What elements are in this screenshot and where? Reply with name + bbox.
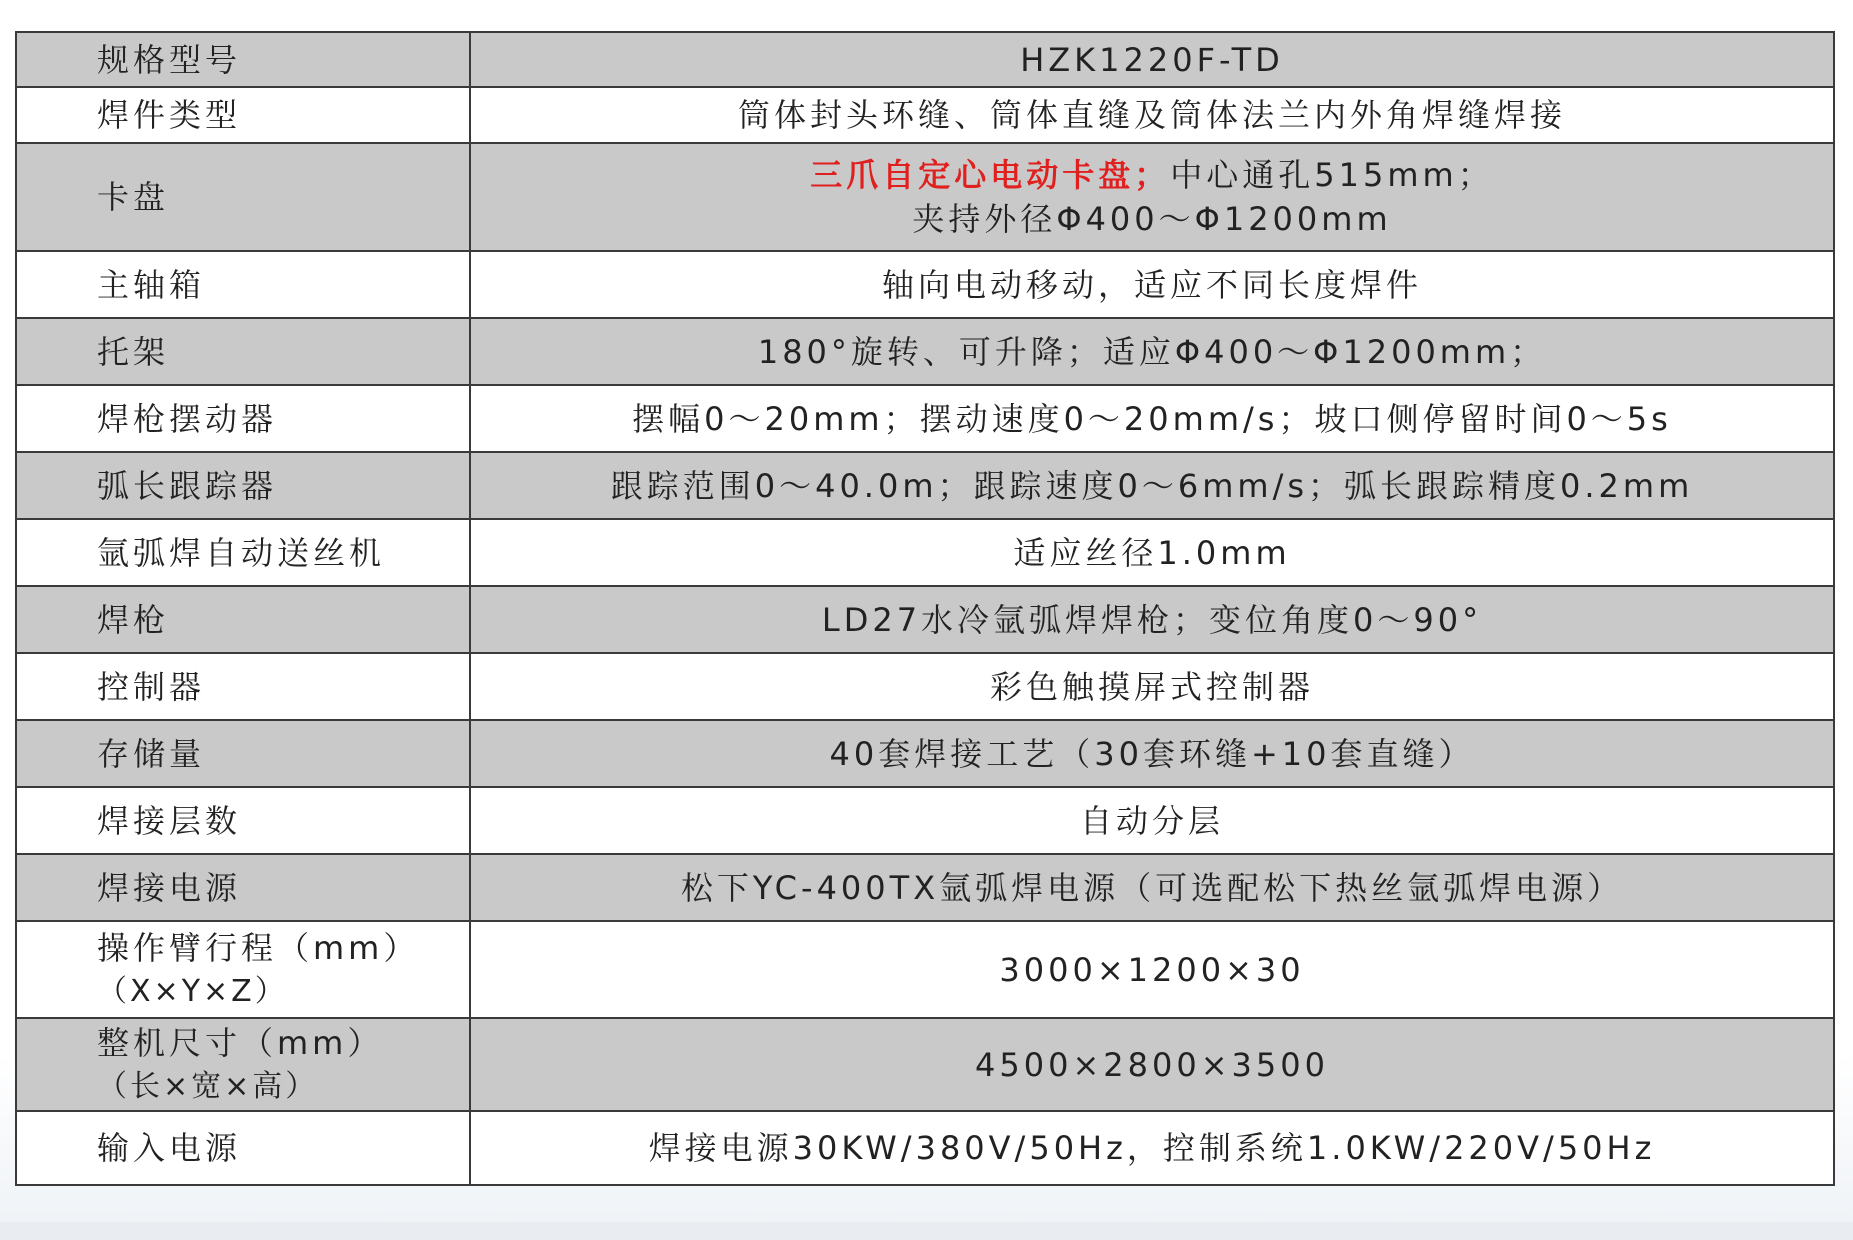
table-row (16, 318, 1834, 385)
spec-table (15, 31, 1835, 1186)
row-value: 轴向电动移动，适应不同长度焊件 (470, 251, 1834, 318)
row-label: 弧长跟踪器 (16, 452, 470, 519)
value-line-1 (471, 153, 1833, 197)
row-label-sub: （X×Y×Z） (97, 973, 288, 1009)
row-label-main: 操作臂行程（mm） (97, 928, 420, 967)
row-label: 输入电源 (16, 1111, 470, 1185)
row-label-sub: （长×宽×高） (97, 1068, 319, 1104)
row-label: 存储量 (16, 720, 470, 787)
value-line-2: 夹持外径Φ400～Φ1200mm (912, 200, 1392, 238)
table-row (16, 1111, 1834, 1185)
table-row (16, 1018, 1834, 1111)
row-value: 摆幅0～20mm；摆动速度0～20mm/s；坡口侧停留时间0～5s (470, 385, 1834, 452)
row-label: 焊枪 (16, 586, 470, 653)
table-row (16, 586, 1834, 653)
row-label (16, 1018, 470, 1111)
row-value: 跟踪范围0～40.0m；跟踪速度0～6mm/s；弧长跟踪精度0.2mm (470, 452, 1834, 519)
row-value: 3000×1200×30 (470, 921, 1834, 1018)
row-value: 松下YC-400TX氩弧焊电源（可选配松下热丝氩弧焊电源） (470, 854, 1834, 921)
row-label: 托架 (16, 318, 470, 385)
table-row (16, 385, 1834, 452)
table-row (16, 653, 1834, 720)
row-label: 焊接层数 (16, 787, 470, 854)
highlight-text: 三爪自定心电动卡盘； (810, 156, 1171, 194)
row-label: 规格型号 (16, 32, 470, 87)
row-value: 40套焊接工艺（30套环缝+10套直缝） (470, 720, 1834, 787)
row-label: 焊接电源 (16, 854, 470, 921)
row-label: 氩弧焊自动送丝机 (16, 519, 470, 586)
table-row (16, 787, 1834, 854)
table-row (16, 452, 1834, 519)
table-row (16, 519, 1834, 586)
row-label: 焊件类型 (16, 87, 470, 143)
table-row (16, 720, 1834, 787)
row-value: 彩色触摸屏式控制器 (470, 653, 1834, 720)
row-label-main: 整机尺寸（mm） (97, 1023, 384, 1062)
row-value: 焊接电源30KW/380V/50Hz，控制系统1.0KW/220V/50Hz (470, 1111, 1834, 1185)
table-row (16, 32, 1834, 87)
table-row (16, 921, 1834, 1018)
row-label: 控制器 (16, 653, 470, 720)
row-value: 自动分层 (470, 787, 1834, 854)
row-value: 筒体封头环缝、筒体直缝及筒体法兰内外角焊缝焊接 (470, 87, 1834, 143)
row-label (16, 921, 470, 1018)
row-label: 卡盘 (16, 143, 470, 251)
row-label: 主轴箱 (16, 251, 470, 318)
bottom-band (0, 1222, 1853, 1240)
table-row (16, 854, 1834, 921)
row-value (470, 143, 1834, 251)
value-rest: 中心通孔515mm； (1170, 156, 1494, 194)
row-label: 焊枪摆动器 (16, 385, 470, 452)
table-row (16, 143, 1834, 251)
table-row (16, 251, 1834, 318)
row-value: HZK1220F-TD (470, 32, 1834, 87)
row-value: LD27水冷氩弧焊焊枪；变位角度0～90° (470, 586, 1834, 653)
row-value: 180°旋转、可升降；适应Φ400～Φ1200mm； (470, 318, 1834, 385)
table-row (16, 87, 1834, 143)
row-value: 4500×2800×3500 (470, 1018, 1834, 1111)
row-value: 适应丝径1.0mm (470, 519, 1834, 586)
